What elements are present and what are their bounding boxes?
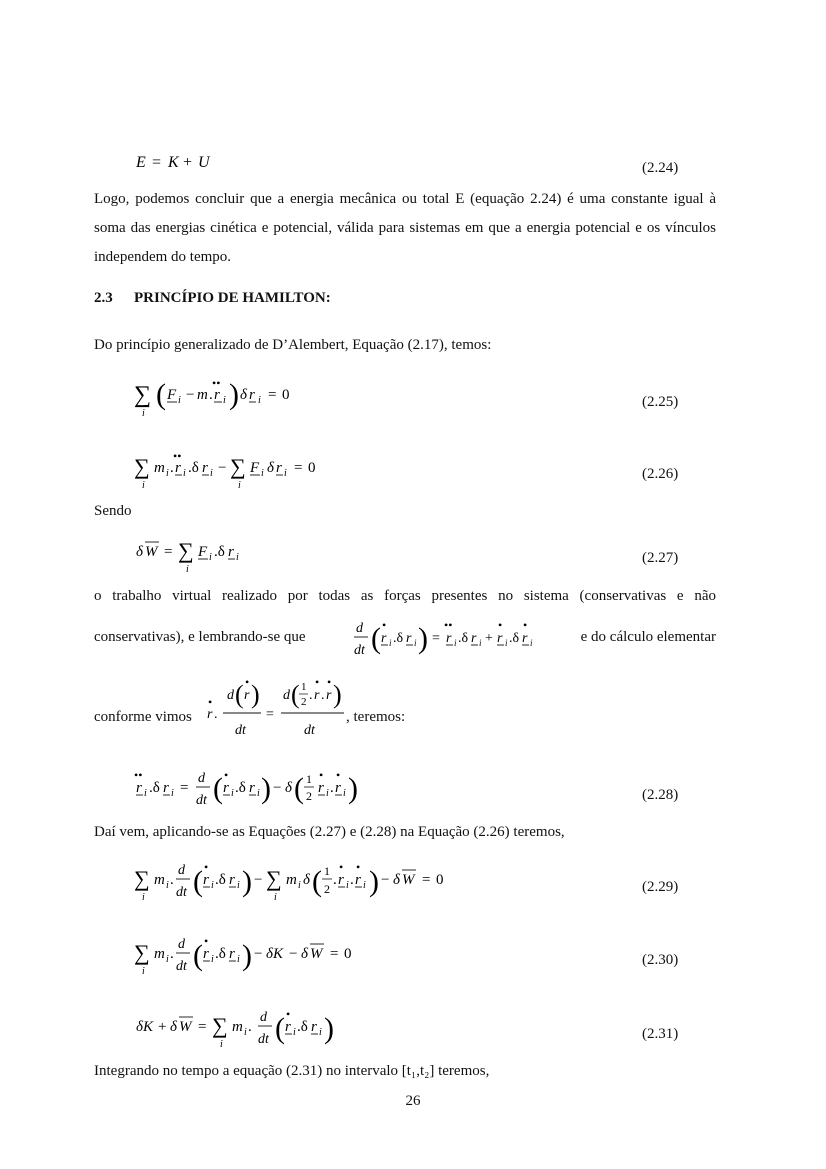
svg-text:.δ: .δ [188,460,199,476]
svg-text:i: i [142,480,145,491]
svg-text:.δ: .δ [215,872,226,888]
svg-text:W: W [145,544,158,560]
equation-2-28 [134,764,394,817]
svg-text:i: i [211,880,214,891]
svg-text:i: i [454,638,457,648]
svg-text:): ) [369,865,379,898]
svg-text:2: 2 [301,696,307,708]
svg-text:): ) [333,680,342,709]
svg-text:i: i [183,468,186,479]
svg-text:i: i [142,408,145,419]
svg-text:−: − [273,780,282,796]
svg-text:δ: δ [303,872,310,888]
svg-text:2: 2 [324,882,330,896]
svg-text:(: ( [294,772,304,805]
svg-text:=: = [180,780,189,796]
svg-text:i: i [142,892,145,903]
svg-text:•: • [245,675,250,689]
svg-text:W: W [310,946,323,962]
svg-text:•: • [319,768,324,782]
svg-text:i: i [298,880,301,891]
svg-text:.δ: .δ [214,544,225,560]
svg-text:dt: dt [304,723,315,738]
svg-text:i: i [284,468,287,479]
svg-text:d: d [356,621,363,636]
svg-text:=: = [432,631,440,646]
svg-text:r: r [446,631,452,646]
svg-text:.: . [214,707,218,722]
svg-text:r: r [381,631,387,646]
svg-text:=: = [294,460,303,476]
svg-text:i: i [293,1027,296,1038]
svg-text:dt: dt [176,959,187,974]
equation-2-26-math [134,446,354,492]
svg-text:(: ( [275,1012,285,1045]
svg-text:r: r [214,387,220,403]
svg-text:(: ( [156,378,166,411]
equation-2-29-math [134,856,474,908]
svg-text:=: = [164,544,173,560]
svg-text:): ) [251,680,260,709]
svg-text:i: i [258,395,261,406]
svg-text:r: r [497,631,503,646]
svg-text:1: 1 [306,772,312,786]
equation-2-30 [134,930,394,987]
svg-text:dt: dt [354,643,365,658]
svg-text:i: i [319,1027,322,1038]
svg-text:(: ( [193,939,203,972]
equation-2-28-math [134,764,394,812]
svg-text:•: • [382,618,387,632]
equation-inline-elementary [205,672,355,749]
equation-number: (2.28) [642,787,679,803]
svg-text:i: i [166,954,169,965]
svg-text:•: • [204,860,209,874]
svg-text:+: + [158,1019,167,1035]
svg-text:m: m [197,387,208,403]
equation-number: (2.30) [642,952,679,968]
equation-2-24-math [136,150,236,176]
svg-text:(: ( [213,772,223,805]
equation-2-30-math [134,930,394,982]
equation-2-27-math [136,532,276,578]
svg-text:K: K [168,154,179,171]
svg-text:i: i [363,880,366,891]
svg-text:i: i [414,638,417,648]
equation-inline-derivative-math [352,614,552,664]
svg-text:m: m [154,460,165,476]
svg-text:r: r [326,688,332,703]
paragraph-integrating: Integrando no tempo a equação (2.31) no intervalo [t₁,t₂] teremos, [94,1063,490,1079]
svg-text:.δ: .δ [297,1019,308,1035]
svg-text:r: r [522,631,528,646]
svg-text:i: i [274,892,277,903]
svg-text:r: r [202,460,208,476]
equation-number: (2.26) [642,466,679,482]
svg-text:d: d [178,937,185,952]
text-sendo: Sendo [94,503,132,519]
svg-text:i: i [220,1039,223,1050]
equation-2-25 [134,370,334,427]
svg-text:∑: ∑ [134,454,150,479]
svg-text:−: − [381,872,390,888]
svg-text:••: •• [173,449,182,463]
svg-text:•: • [327,675,332,689]
svg-text:r: r [318,780,324,796]
section-heading [94,290,331,307]
equation-number: (2.27) [642,550,679,566]
svg-text:i: i [211,954,214,965]
svg-text:1: 1 [324,864,330,878]
svg-text:r: r [285,1019,291,1035]
svg-text:r: r [311,1019,317,1035]
svg-text:F: F [250,460,260,476]
svg-text:i: i [237,954,240,965]
svg-text:δ: δ [393,872,400,888]
paragraph-energy: Logo, podemos concluir que a energia mecânica ou total E (equação 2.24) é uma constante igual à soma das energias cinética e potencial, válida para sistemas em que a energia potencial e os vínculos independem do tempo. [94,191,716,265]
svg-text:••: •• [444,618,453,632]
equation-2-29 [134,856,474,913]
paragraph-virtual-work-line3b: , teremos: [346,709,406,725]
svg-text:m: m [286,872,297,888]
svg-text:•: • [204,934,209,948]
svg-text:E: E [136,154,146,171]
svg-text:δ: δ [170,1019,177,1035]
svg-text:i: i [231,788,234,799]
svg-text:2: 2 [306,789,312,803]
svg-text:+: + [485,631,493,646]
svg-text:.: . [170,946,174,962]
svg-text:•: • [339,860,344,874]
svg-text:r: r [335,780,341,796]
svg-text:•: • [224,768,229,782]
svg-text:∑: ∑ [134,382,152,408]
svg-text:•: • [356,860,361,874]
svg-text:+: + [183,154,193,171]
svg-text:i: i [505,638,508,648]
equation-inline-elementary-math [205,672,355,744]
equation-2-26 [134,446,354,497]
svg-text:m: m [154,872,165,888]
svg-text:i: i [142,966,145,977]
equation-number: (2.29) [642,879,679,895]
svg-text:r: r [163,780,169,796]
svg-text:=: = [152,154,162,171]
equation-number: (2.25) [642,394,679,410]
svg-text:−: − [289,946,298,962]
svg-text:∑: ∑ [134,866,150,891]
svg-text:r: r [355,872,361,888]
svg-text:i: i [261,468,264,479]
equation-2-31 [136,1003,376,1060]
svg-text:i: i [223,395,226,406]
equation-2-25-math [134,370,334,422]
svg-text:i: i [178,395,181,406]
equation-2-31-math [136,1003,376,1055]
paragraph-applying-equations: Daí vem, aplicando-se as Equações (2.27) e (2.28) na Equação (2.26) teremos, [94,824,565,840]
svg-text:.δ: .δ [235,780,246,796]
svg-text:m: m [232,1019,243,1035]
svg-text:i: i [171,788,174,799]
svg-text:i: i [343,788,346,799]
svg-text:∑: ∑ [266,866,282,891]
svg-text:d: d [178,863,185,878]
svg-text:i: i [244,1027,247,1038]
svg-text:∑: ∑ [212,1013,228,1038]
svg-text:): ) [229,378,239,411]
svg-text:r: r [314,688,320,703]
svg-text:i: i [530,638,533,648]
svg-text:i: i [257,788,260,799]
svg-text:0: 0 [344,946,352,962]
svg-text:δK: δK [266,946,283,962]
svg-text:.: . [330,780,334,796]
svg-text:∑: ∑ [230,454,246,479]
svg-text:d: d [260,1010,267,1025]
equation-number: (2.24) [642,160,679,176]
svg-text:•: • [286,1007,291,1021]
svg-text:U: U [198,154,210,171]
svg-text:0: 0 [282,387,290,403]
svg-text:•: • [336,768,341,782]
svg-text:d: d [227,688,234,703]
svg-text:r: r [244,688,250,703]
svg-text:(: ( [291,680,300,709]
svg-text:r: r [338,872,344,888]
svg-text:i: i [166,468,169,479]
svg-text:): ) [242,939,252,972]
svg-text:.: . [309,688,313,703]
page-number: 26 [405,1093,421,1109]
svg-text:.: . [321,688,325,703]
svg-text:): ) [324,1012,334,1045]
svg-text:=: = [266,707,274,722]
svg-text:dt: dt [176,885,187,900]
svg-text:−: − [218,460,227,476]
svg-text:): ) [242,865,252,898]
svg-text:=: = [422,872,431,888]
svg-text:=: = [330,946,339,962]
svg-text:r: r [249,780,255,796]
svg-text:W: W [179,1019,192,1035]
svg-text:.: . [350,872,354,888]
svg-text:F: F [198,544,208,560]
svg-text:δ: δ [240,387,247,403]
svg-text:.δ: .δ [393,631,404,646]
equation-number: (2.31) [642,1026,679,1042]
equation-2-24 [136,150,236,181]
svg-text:r: r [229,872,235,888]
svg-text:i: i [209,552,212,563]
svg-text:.: . [170,460,174,476]
svg-text:=: = [268,387,277,403]
svg-text:i: i [210,468,213,479]
svg-text:): ) [418,622,428,655]
svg-text:d: d [198,771,205,786]
svg-text:r: r [207,707,213,722]
svg-text:): ) [348,772,358,805]
svg-text:.: . [248,1019,252,1035]
svg-text:i: i [186,564,189,575]
svg-text:r: r [203,946,209,962]
equation-inline-derivative [352,614,552,669]
svg-text:dt: dt [196,793,207,808]
svg-text:.: . [333,872,337,888]
svg-text:δ: δ [136,544,143,560]
svg-text:δ: δ [267,460,274,476]
svg-text:i: i [346,880,349,891]
svg-text:i: i [237,880,240,891]
svg-text:•: • [208,695,213,709]
svg-text:(: ( [193,865,203,898]
svg-text:∑: ∑ [134,940,150,965]
paragraph-virtual-work-line2b: e do cálculo elementar [580,629,716,645]
svg-text:i: i [326,788,329,799]
svg-text:r: r [228,544,234,560]
svg-text:d: d [283,688,290,703]
svg-text:i: i [144,788,147,799]
svg-text:): ) [261,772,271,805]
section-title: PRINCÍPIO DE HAMILTON: [134,290,331,306]
svg-text:dt: dt [235,723,246,738]
svg-text:0: 0 [436,872,444,888]
svg-text:(: ( [312,865,322,898]
svg-text:1: 1 [301,681,307,693]
svg-text:.: . [170,872,174,888]
paragraph-virtual-work-line2a: conservativas), e lembrando-se que [94,629,306,645]
svg-text:∑: ∑ [178,538,194,563]
svg-text:r: r [223,780,229,796]
svg-text:•: • [315,675,320,689]
svg-text:−: − [254,946,263,962]
svg-text:i: i [479,638,482,648]
svg-text:δ: δ [285,780,292,796]
svg-text:i: i [236,552,239,563]
svg-text:r: r [276,460,282,476]
paragraph-virtual-work-line1: o trabalho virtual realizado por todas as forças presentes no sistema (conservativas e não [94,588,716,604]
svg-text:r: r [136,780,142,796]
svg-text:.δ: .δ [149,780,160,796]
svg-text:••: •• [212,376,221,390]
svg-text:F: F [167,387,177,403]
svg-text:−: − [254,872,263,888]
svg-text:i: i [238,480,241,491]
svg-text:r: r [471,631,477,646]
section-number: 2.3 [94,290,113,306]
paragraph-virtual-work-line3a: conforme vimos [94,709,192,725]
svg-text:•: • [523,618,528,632]
svg-text:W: W [402,872,415,888]
svg-text:.δ: .δ [215,946,226,962]
svg-text:=: = [198,1019,207,1035]
svg-text:r: r [175,460,181,476]
svg-text:m: m [154,946,165,962]
svg-text:(: ( [371,622,381,655]
svg-text:r: r [249,387,255,403]
svg-text:r: r [229,946,235,962]
equation-2-27 [136,532,276,583]
svg-text:−: − [186,387,195,403]
svg-text:.δ: .δ [458,631,469,646]
svg-text:•: • [498,618,503,632]
svg-text:i: i [166,880,169,891]
svg-text:0: 0 [308,460,316,476]
svg-text:.δ: .δ [509,631,520,646]
svg-text:i: i [389,638,392,648]
svg-text:(: ( [235,680,244,709]
svg-text:r: r [203,872,209,888]
paragraph-dalembert: Do princípio generalizado de D’Alembert, Equação (2.17), temos: [94,337,492,353]
svg-text:δK: δK [136,1019,153,1035]
svg-text:••: •• [134,768,143,782]
svg-text:.: . [209,387,213,403]
svg-text:δ: δ [301,946,308,962]
svg-text:dt: dt [258,1032,269,1047]
svg-text:r: r [406,631,412,646]
